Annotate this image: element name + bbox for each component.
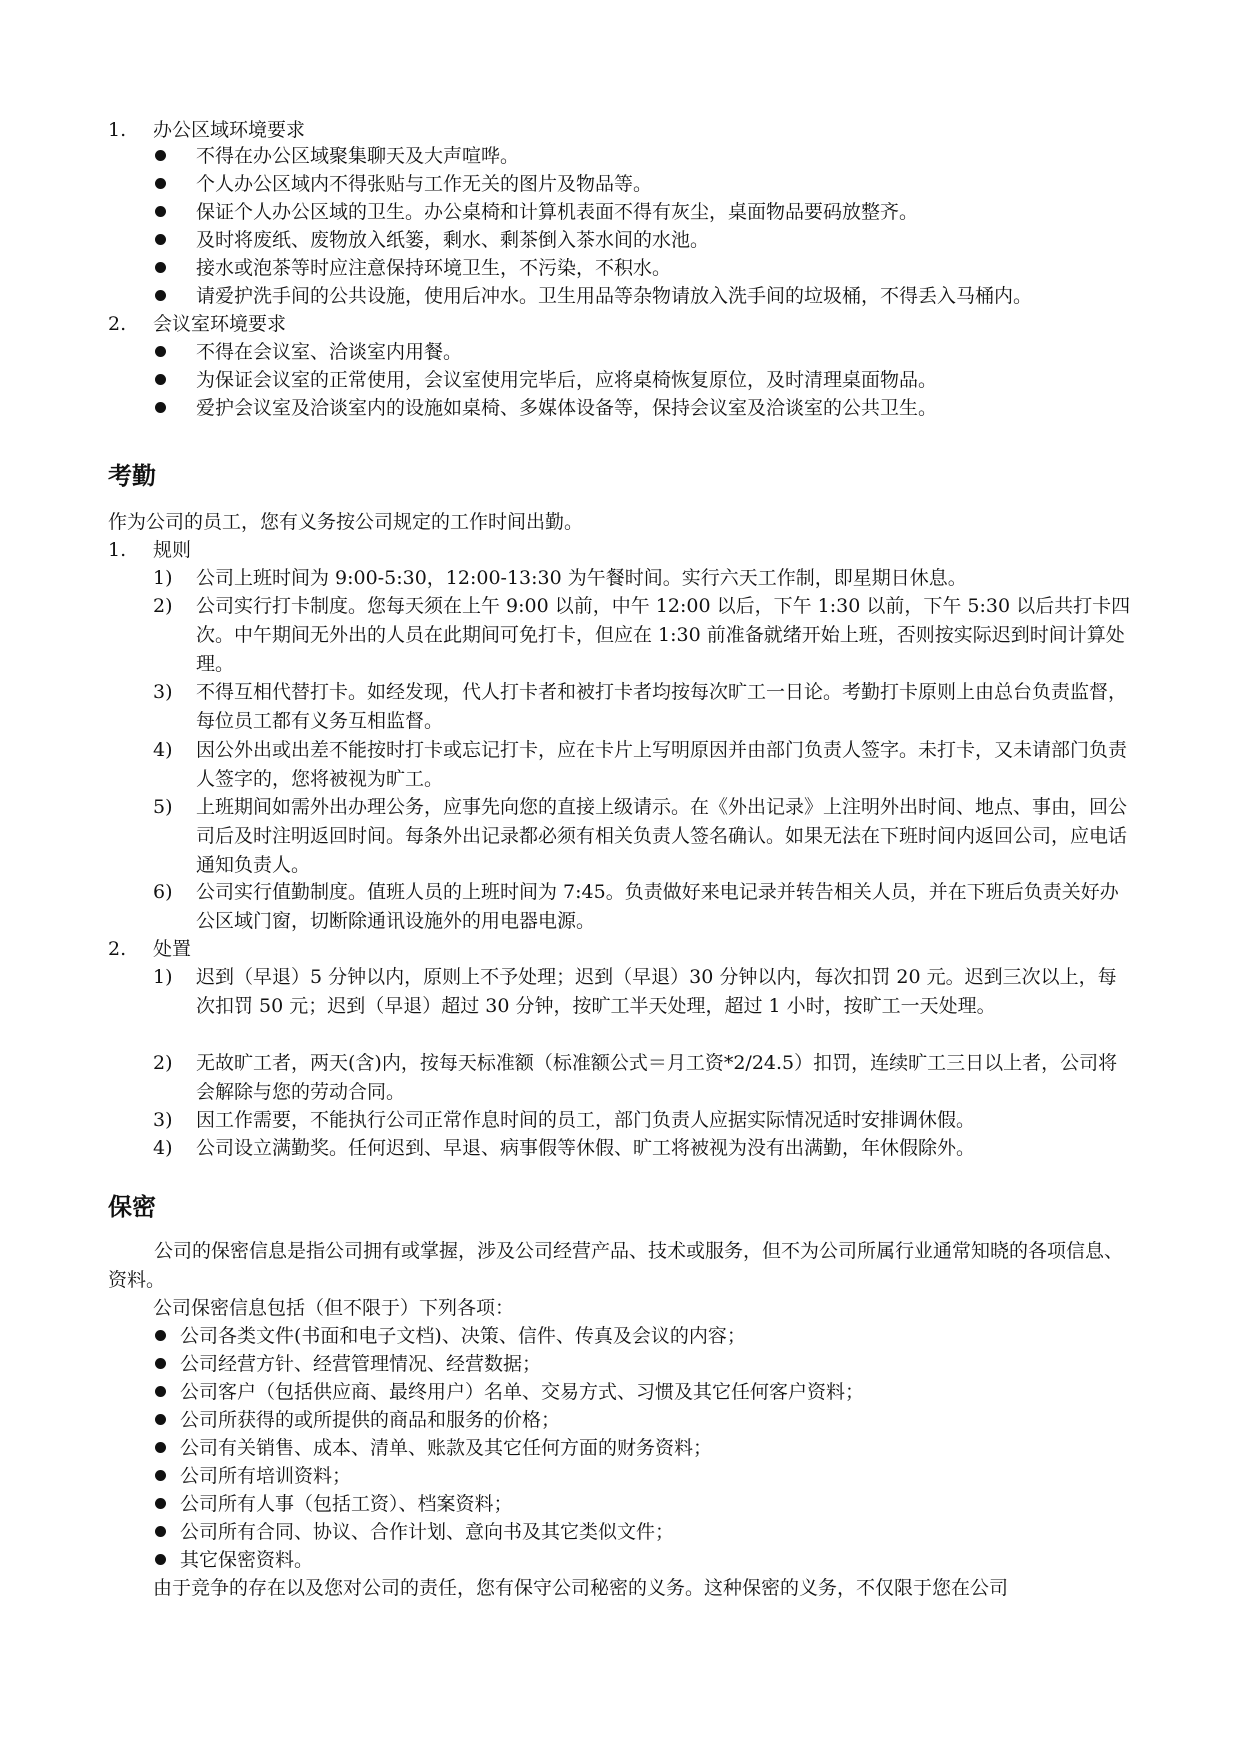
list-item: 公司经营方针、经营管理情况、经营数据； xyxy=(180,1353,542,1375)
list-item: 因公外出或出差不能按时打卡或忘记打卡，应在卡片上写明原因并由部门负责人签字。未打卡，又未请部门负责人签字的，您将被视为旷工。 xyxy=(196,739,1128,790)
bullet-icon xyxy=(155,1442,166,1453)
list-number: 1) xyxy=(153,567,173,589)
bullet-icon xyxy=(155,150,166,161)
list-item-title: 规则 xyxy=(153,539,192,561)
list-item: 公司所获得的或所提供的商品和服务的价格； xyxy=(180,1409,561,1431)
section-heading: 保密 xyxy=(108,1193,156,1221)
list-item: 不得在会议室、洽谈室内用餐。 xyxy=(196,341,463,363)
list-number: 5) xyxy=(153,796,173,818)
list-number: 2) xyxy=(153,1052,173,1074)
list-number: 6) xyxy=(153,881,173,903)
list-number: 2) xyxy=(153,595,173,617)
bullet-icon xyxy=(155,346,166,357)
list-number: 1. xyxy=(108,119,127,141)
list-item: 请爱护洗手间的公共设施，使用后冲水。卫生用品等杂物请放入洗手间的垃圾桶，不得丢入马桶内。 xyxy=(196,285,1033,307)
bullet-icon xyxy=(155,374,166,385)
list-item: 不得互相代替打卡。如经发现，代人打卡者和被打卡者均按每次旷工一日论。考勤打卡原则上由总台负责监督，每位员工都有义务互相监督。 xyxy=(196,681,1128,732)
list-item: 上班期间如需外出办理公务，应事先向您的直接上级请示。在《外出记录》上注明外出时间、地点、事由，回公司后及时注明返回时间。每条外出记录都必须有相关负责人签名确认。如果无法在下班时间内返回公司，应电话通知负责人。 xyxy=(196,796,1128,876)
list-number: 1. xyxy=(108,539,127,561)
list-item: 公司所有人事（包括工资）、档案资料； xyxy=(180,1493,513,1515)
bullet-icon xyxy=(155,1414,166,1425)
bullet-icon xyxy=(155,1470,166,1481)
list-number: 3) xyxy=(153,681,173,703)
bullet-icon xyxy=(155,178,166,189)
list-item-title: 办公区域环境要求 xyxy=(153,119,306,141)
list-number: 4) xyxy=(153,1137,173,1159)
list-item: 个人办公区域内不得张贴与工作无关的图片及物品等。 xyxy=(196,173,653,195)
list-item: 公司上班时间为 9:00-5:30，12:00-13:30 为午餐时间。实行六天工作制，即星期日休息。 xyxy=(196,567,967,589)
list-item: 因工作需要，不能执行公司正常作息时间的员工，部门负责人应据实际情况适时安排调休假。 xyxy=(196,1109,976,1131)
list-item: 保证个人办公区域的卫生。办公桌椅和计算机表面不得有灰尘，桌面物品要码放整齐。 xyxy=(196,201,919,223)
list-item: 不得在办公区域聚集聊天及大声喧哗。 xyxy=(196,145,520,167)
list-item: 公司实行值勤制度。值班人员的上班时间为 7:45。负责做好来电记录并转告相关人员，并在下班后负责关好办公区域门窗，切断除通讯设施外的用电器电源。 xyxy=(196,881,1119,932)
list-number: 1) xyxy=(153,966,173,988)
list-item: 为保证会议室的正常使用，会议室使用完毕后，应将桌椅恢复原位，及时清理桌面物品。 xyxy=(196,369,938,391)
list-item: 及时将废纸、废物放入纸篓，剩水、剩茶倒入茶水间的水池。 xyxy=(196,229,710,251)
list-item: 公司各类文件(书面和电子文档)、决策、信件、传真及会议的内容； xyxy=(180,1325,746,1347)
paragraph: 公司保密信息包括（但不限于）下列各项： xyxy=(153,1297,515,1319)
bullet-icon xyxy=(155,1498,166,1509)
list-item-title: 处置 xyxy=(153,938,192,960)
bullet-icon xyxy=(155,1554,166,1565)
bullet-icon xyxy=(155,234,166,245)
bullet-icon xyxy=(155,1330,166,1341)
list-item-title: 会议室环境要求 xyxy=(153,313,287,335)
bullet-icon xyxy=(155,1386,166,1397)
list-number: 2. xyxy=(108,313,127,335)
paragraph: 公司的保密信息是指公司拥有或掌握，涉及公司经营产品、技术或服务，但不为公司所属行业通常知晓的各项信息、资料。 xyxy=(108,1240,1124,1291)
list-item: 公司设立满勤奖。任何迟到、早退、病事假等休假、旷工将被视为没有出满勤，年休假除外。 xyxy=(196,1137,976,1159)
bullet-icon xyxy=(155,290,166,301)
list-item: 公司所有合同、协议、合作计划、意向书及其它类似文件； xyxy=(180,1521,675,1543)
list-item: 爱护会议室及洽谈室内的设施如桌椅、多媒体设备等，保持会议室及洽谈室的公共卫生。 xyxy=(196,397,938,419)
list-item: 公司所有培训资料； xyxy=(180,1465,352,1487)
list-item: 其它保密资料。 xyxy=(180,1549,314,1571)
paragraph: 由于竞争的存在以及您对公司的责任，您有保守公司秘密的义务。这种保密的义务，不仅限于您在公司 xyxy=(153,1577,1009,1599)
list-number: 2. xyxy=(108,938,127,960)
list-number: 3) xyxy=(153,1109,173,1131)
list-item: 迟到（早退）5 分钟以内，原则上不予处理；迟到（早退）30 分钟以内，每次扣罚 20 元。迟到三次以上，每次扣罚 50 元；迟到（早退）超过 30 分钟，按旷工半天处理，超过 1 小时，按旷工一天处理。 xyxy=(196,966,1117,1017)
bullet-icon xyxy=(155,1358,166,1369)
list-item: 接水或泡茶等时应注意保持环境卫生，不污染，不积水。 xyxy=(196,257,672,279)
bullet-icon xyxy=(155,206,166,217)
bullet-icon xyxy=(155,262,166,273)
bullet-icon xyxy=(155,1526,166,1537)
bullet-icon xyxy=(155,402,166,413)
list-item: 公司客户（包括供应商、最终用户）名单、交易方式、习惯及其它任何客户资料； xyxy=(180,1381,865,1403)
list-item: 公司有关销售、成本、清单、账款及其它任何方面的财务资料； xyxy=(180,1437,713,1459)
section-heading: 考勤 xyxy=(108,462,156,490)
paragraph: 作为公司的员工，您有义务按公司规定的工作时间出勤。 xyxy=(108,511,584,533)
list-item: 无故旷工者，两天(含)内，按每天标准额（标准额公式＝月工资*2/24.5）扣罚，连续旷工三日以上者，公司将会解除与您的劳动合同。 xyxy=(196,1052,1118,1103)
list-number: 4) xyxy=(153,739,173,761)
list-item: 公司实行打卡制度。您每天须在上午 9:00 以前，中午 12:00 以后，下午 1:30 以前，下午 5:30 以后共打卡四次。中午期间无外出的人员在此期间可免打卡，但应在 1:30 前准备就绪开始上班，否则按实际迟到时间计算处理。 xyxy=(196,595,1131,675)
